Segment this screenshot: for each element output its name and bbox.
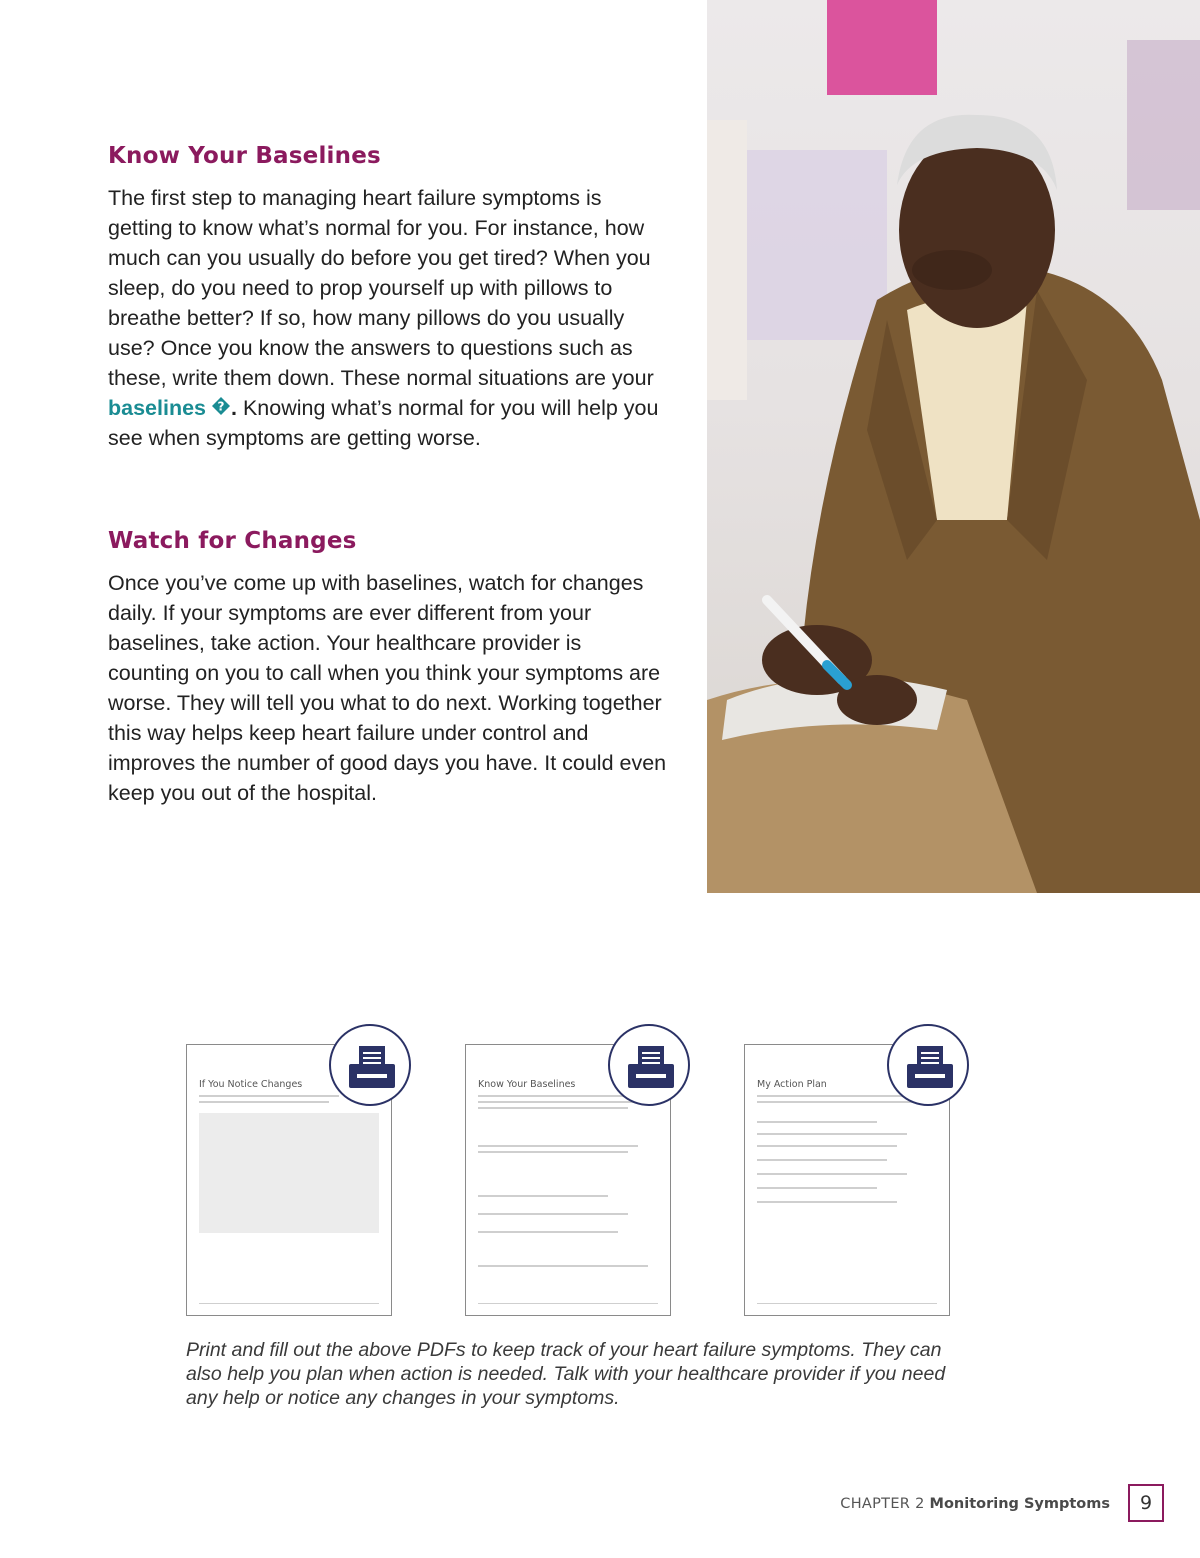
baselines-section <box>108 143 668 453</box>
pdf-if-you-notice-changes[interactable] <box>186 1044 392 1316</box>
printer-icon <box>626 1044 676 1090</box>
baselines-body <box>108 183 668 453</box>
period: . <box>231 396 237 420</box>
pdf-my-action-plan[interactable] <box>744 1044 950 1316</box>
pdf-know-your-baselines[interactable] <box>465 1044 671 1316</box>
pdf-caption: Print and fill out the above PDFs to keep track of your heart failure symptoms. They can also help you plan when action is needed. Talk with your healthcare provider if you need any help or notice any changes in your symptoms. <box>186 1339 946 1409</box>
patient-writing-photo <box>707 0 1200 893</box>
baselines-body-text: The first step to managing heart failure symptoms is getting to know what’s normal for you. For instance, how much can you usually do before you get tired? When you sleep, do you need to prop yourself up with pillows to breathe better? If so, how many pillows do you usually use? Once you know the answers to questions such as these, write them down. These normal situations are your <box>108 186 654 390</box>
svg-text:?: ? <box>217 399 225 414</box>
baselines-heading: Know Your Baselines <box>108 143 381 169</box>
baselines-term-link[interactable]: baselines <box>108 396 206 420</box>
footer-chapter-title: Monitoring Symptoms <box>929 1496 1110 1512</box>
pdf-title: My Action Plan <box>757 1079 827 1090</box>
footer-chapter-label: CHAPTER 2 <box>840 1496 925 1512</box>
printer-icon <box>347 1044 397 1090</box>
printer-badge[interactable] <box>887 1024 969 1106</box>
pdf-title: If You Notice Changes <box>199 1079 303 1090</box>
changes-body: Once you’ve come up with baselines, watch for changes daily. If your symptoms are ever different from your baselines, take action. Your healthcare provider is counting on you to call when you think your symptoms are worse. They will tell you what to do next. Working together this way helps keep heart failure under control and improves the number of good days you have. It could even keep you out of the hospital. <box>108 571 667 805</box>
baselines-body-text-end: Knowing what’s normal for you will help you see when symptoms are getting worse. <box>108 396 659 450</box>
glossary-info-icon[interactable] <box>211 396 231 416</box>
pdf-title: Know Your Baselines <box>478 1079 576 1090</box>
changes-section <box>108 528 668 808</box>
footer-chapter <box>840 1496 1110 1512</box>
printer-icon <box>905 1044 955 1090</box>
printer-badge[interactable] <box>329 1024 411 1106</box>
changes-heading: Watch for Changes <box>108 528 357 554</box>
printer-badge[interactable] <box>608 1024 690 1106</box>
page-number: 9 <box>1128 1484 1164 1522</box>
